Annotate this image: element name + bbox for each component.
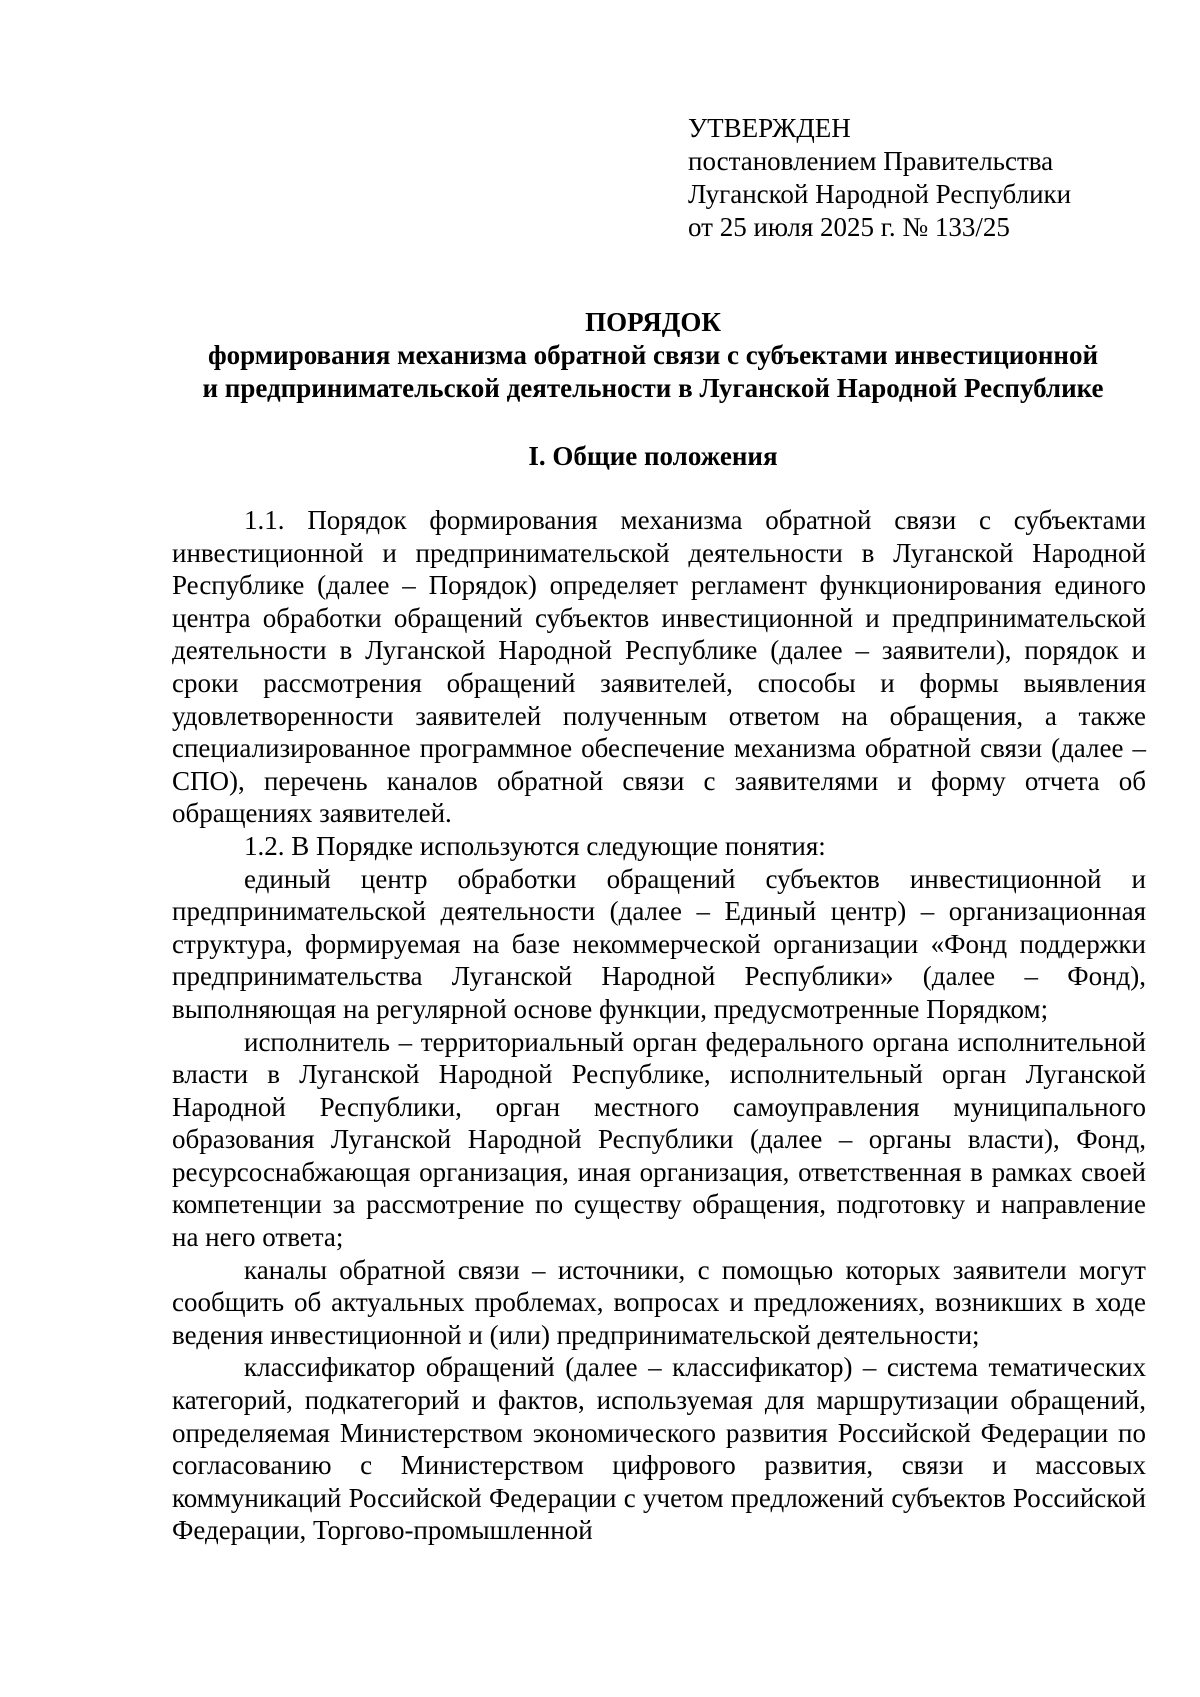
approval-line-3: от 25 июля 2025 г. № 133/25 <box>688 212 1010 242</box>
approval-heading: УТВЕРЖДЕН <box>688 113 851 143</box>
definition-feedback-channels: каналы обратной связи – источники, с помощью которых заявители могут сообщить об актуальных проблемах, вопросах и предложениях, возникших в ходе ведения инвестиционной и (или) предпринимательской деятельности; <box>172 1254 1146 1350</box>
definition-classifier: классификатор обращений (далее – классификатор) – система тематических категорий, подкатегорий и фактов, используемая для маршрутизации обращений, определяемая Министерством экономического развития Российской Федерации по согласованию с Министерством цифрового развития, связи и массовых коммуникаций Российской Федерации с учетом предложений субъектов Российской Федерации, Торгово-промышленной <box>172 1352 1146 1546</box>
title-main: ПОРЯДОК <box>585 307 721 337</box>
approval-line-1: постановлением Правительства <box>688 146 1054 176</box>
approval-stamp <box>688 112 1168 244</box>
definition-executor: исполнитель – территориальный орган федерального органа исполнительной власти в Луганской Народной Республике, исполнительный орган Луганской Народной Республики, орган местного самоуправления муниципального образования Луганской Народной Республики (далее – органы власти), Фонд, ресурсоснабжающая организация, иная организация, ответственная в рамках своей компетенции за рассмотрение по существу обращения, подготовку и направление на него ответа; <box>172 1026 1146 1253</box>
document-body <box>172 504 1146 1547</box>
title-subtitle-line-2: и предпринимательской деятельности в Луганской Народной Республике <box>202 373 1104 403</box>
paragraph-1-2: 1.2. В Порядке используются следующие понятия: <box>244 830 826 861</box>
title-subtitle-line-1: формирования механизма обратной связи с субъектами инвестиционной <box>207 340 1099 370</box>
document-title <box>160 306 1146 405</box>
definition-unified-center: единый центр обработки обращений субъектов инвестиционной и предпринимательской деятельности (далее – Единый центр) – организационная структура, формируемая на базе некоммерческой организации «Фонд поддержки предпринимательства Луганской Народной Республики» (далее – Фонд), выполняющая на регулярной основе функции, предусмотренные Порядком; <box>172 863 1146 1024</box>
section-heading: I. Общие положения <box>528 441 778 471</box>
paragraph-1-1: 1.1. Порядок формирования механизма обратной связи с субъектами инвестиционной и предпринимательской деятельности в Луганской Народной Республике (далее – Порядок) определяет регламент функционирования единого центра обработки обращений субъектов инвестиционной и предпринимательской деятельности в Луганской Народной Республике (далее – заявители), порядок и сроки рассмотрения обращений заявителей, способы и формы выявления удовлетворенности заявителей полученным ответом на обращения, а также специализированное программное обеспечение механизма обратной связи (далее – СПО), перечень каналов обратной связи с заявителями и форму отчета об обращениях заявителей. <box>172 505 1146 829</box>
approval-line-2: Луганской Народной Республики <box>688 179 1072 209</box>
